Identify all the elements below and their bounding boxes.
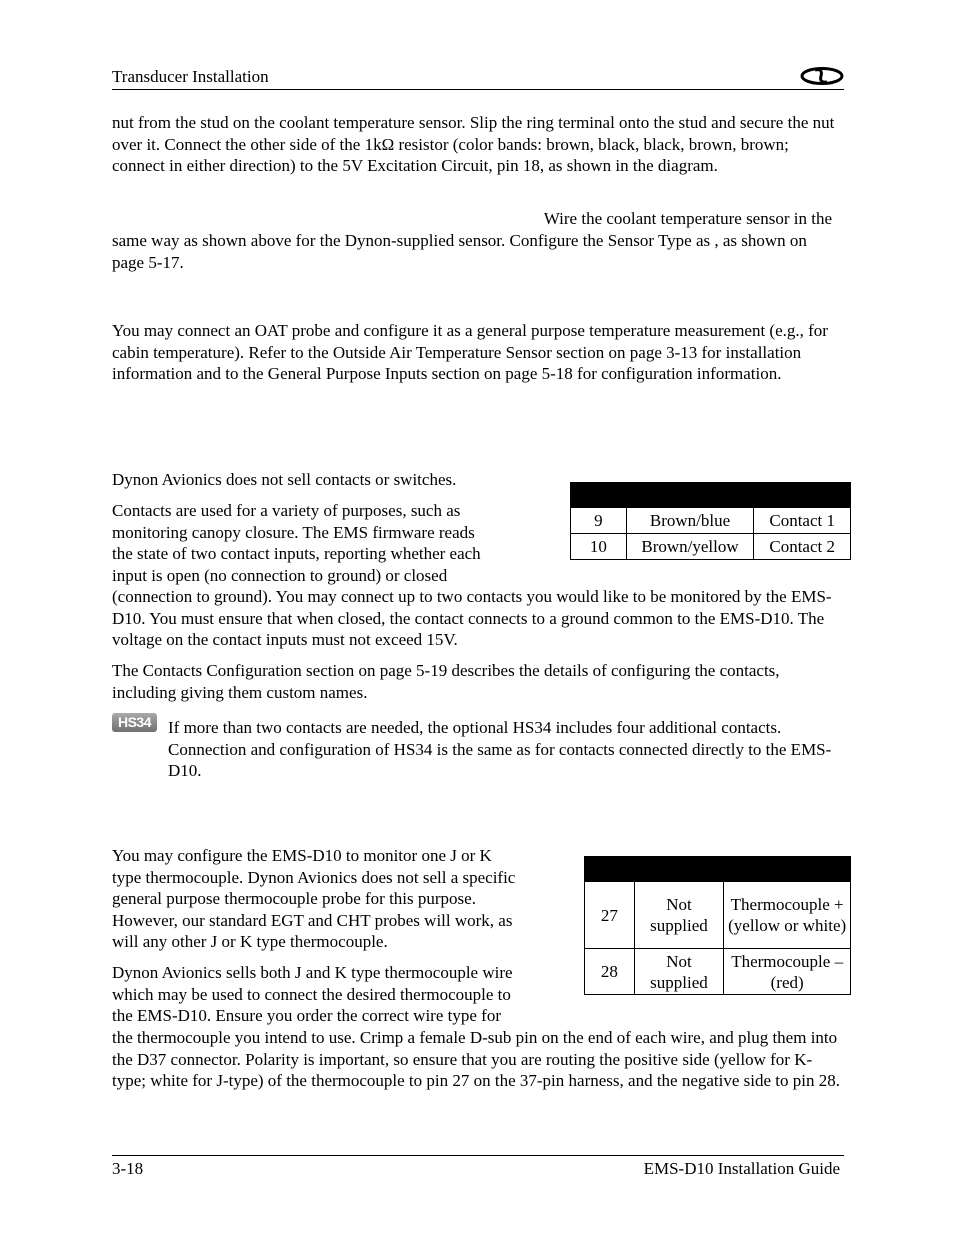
text-line: the EMS-D10. Ensure you order the correct wire type for xyxy=(112,1006,501,1025)
wire-color-cell: Not supplied xyxy=(634,949,724,995)
text-line: input is open (no connection to ground) or closed xyxy=(112,565,448,585)
pin-cell: 27 xyxy=(585,882,635,949)
wire-color-cell: Brown/yellow xyxy=(626,534,754,560)
function-cell: Contact 2 xyxy=(754,534,851,560)
note-hs34: If more than two contacts are needed, the optional HS34 includes four additional contacts. Connection and configuration of HS34 is the same as for contacts connected directly to the EMS-D10. xyxy=(168,718,832,780)
paragraph-wire-line1: Wire the coolant temperature sensor in the xyxy=(543,209,832,228)
table-header-row xyxy=(571,483,851,508)
table-row xyxy=(571,508,851,534)
paragraph-wire-rest-thermo: the thermocouple you intend to use. Crimp a female D-sub pin on the end of each wire, and plug them into the D37 connector. Polarity is important, so ensure that you are routing the positive side (yellow for K-type; white for J-type) of the thermocouple to pin 27 on the 37-pin harness, and the negative side to pin 28. xyxy=(112,1028,840,1090)
hs34-badge: HS34 xyxy=(112,713,157,732)
table-header-row xyxy=(585,857,851,882)
function-cell: Thermocouple + (yellow or white) xyxy=(724,882,851,949)
table-row xyxy=(571,534,851,560)
page-number: 3-18 xyxy=(112,1159,144,1178)
paragraph-resistor: nut from the stud on the coolant temperature sensor. Slip the ring terminal onto the stud and secure the nut over it. Connect the other side of the 1kΩ resistor (color bands: brown, black, black, brown, brown; connect in either direction) to the 5V Excitation Circuit, pin 18, as shown in the diagram. xyxy=(112,113,835,175)
text-line: will any other J or K type thermocouple. xyxy=(112,932,388,951)
paragraph-thermocouple-narrow xyxy=(112,845,572,953)
paragraph-wire-rest: same way as shown above for the Dynon-supplied sensor. Configure the Sensor Type as , as shown on page 5-17. xyxy=(112,231,807,272)
text-line: However, our standard EGT and CHT probes will work, as xyxy=(112,910,513,930)
text-line: Contacts are used for a variety of purposes, such as xyxy=(112,501,461,520)
text-line: which may be used to connect the desired thermocouple to xyxy=(112,984,511,1004)
paragraph-contacts-config: The Contacts Configuration section on page 5-19 describes the details of configuring the contacts, including giving them custom names. xyxy=(112,661,780,702)
paragraph-oat-probe: You may connect an OAT probe and configure it as a general purpose temperature measurement (e.g., for cabin temperature). Refer to the Outside Air Temperature Sensor section on page 3-13 for installation information and to the General Purpose Inputs section on page 5-18 for configuration information. xyxy=(112,321,828,383)
text-line: You may configure the EMS-D10 to monitor one J or K xyxy=(112,846,492,865)
text-line: monitoring canopy closure. The EMS firmware reads xyxy=(112,522,475,542)
paragraph-wire-narrow xyxy=(112,962,572,1027)
contacts-pin-table xyxy=(570,482,851,560)
function-cell: Contact 1 xyxy=(754,508,851,534)
wire-color-cell: Brown/blue xyxy=(626,508,754,534)
header-rule xyxy=(112,89,844,90)
text-line: the state of two contact inputs, reporting whether each xyxy=(112,544,481,563)
pin-cell: 28 xyxy=(585,949,635,995)
footer-rule xyxy=(112,1155,844,1156)
document-title: EMS-D10 Installation Guide xyxy=(643,1159,840,1178)
text-line: general purpose thermocouple probe for this purpose. xyxy=(112,889,476,908)
paragraph-no-contacts: Dynon Avionics does not sell contacts or switches. xyxy=(112,470,457,489)
text-line: Dynon Avionics sells both J and K type thermocouple wire xyxy=(112,963,513,982)
wire-color-cell: Not supplied xyxy=(634,882,724,949)
pin-cell: 10 xyxy=(571,534,627,560)
pin-cell: 9 xyxy=(571,508,627,534)
table-row xyxy=(585,882,851,949)
paragraph-contacts-narrow xyxy=(112,500,532,586)
table-row xyxy=(585,949,851,995)
section-title: Transducer Installation xyxy=(112,67,269,86)
function-cell: Thermocouple – (red) xyxy=(724,949,851,995)
dynon-logo-icon xyxy=(800,66,844,86)
thermocouple-pin-table xyxy=(584,856,851,995)
text-line: type thermocouple. Dynon Avionics does not sell a specific xyxy=(112,867,516,887)
paragraph-contacts-rest: (connection to ground). You may connect up to two contacts you would like to be monitored by the EMS-D10. You must ensure that when closed, the contact connects to a ground common to the EMS-D10. The voltage on the contact inputs must not exceed 15V. xyxy=(112,587,832,649)
